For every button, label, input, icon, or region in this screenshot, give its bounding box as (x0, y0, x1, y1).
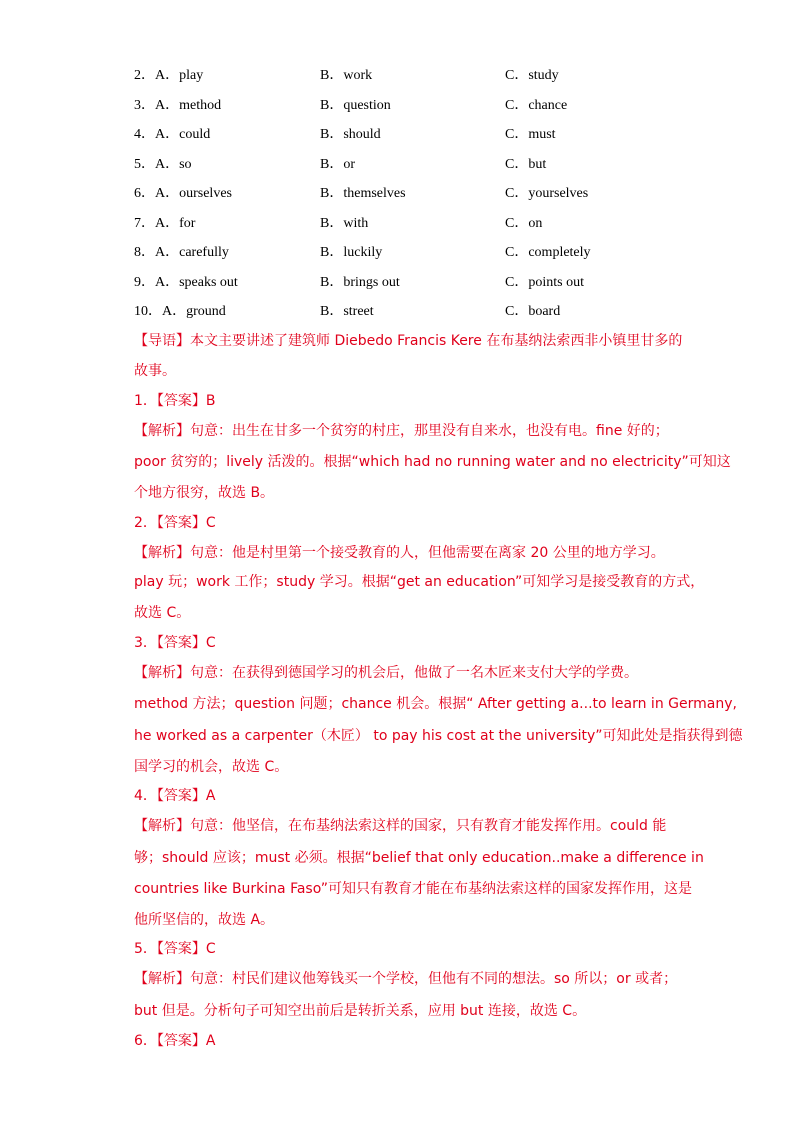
option-c: C．yourselves (505, 186, 589, 201)
option-b: B．or (320, 157, 355, 172)
option-b: B．work (320, 68, 373, 83)
option-b: B．should (320, 127, 381, 142)
option-c: C．but (505, 157, 547, 172)
option-b: B．luckily (320, 245, 383, 260)
option-b: B．street (320, 304, 374, 319)
option-b: B．brings out (320, 275, 400, 290)
option-c: C．study (505, 68, 559, 83)
option-a: 7．A．for (134, 216, 196, 231)
option-c: C．board (505, 304, 561, 319)
option-a: 4．A．could (134, 127, 211, 142)
analysis-line: 【解析】句意：出生在甘多一个贫穷的村庄，那里没有自来水，也没有电。fine 好的； (134, 423, 669, 439)
option-a: 10．A．ground (134, 304, 226, 319)
analysis-line: 他所坚信的，故选 A。 (134, 912, 275, 928)
analysis-line: poor 贫穷的；lively 活泼的。根据“which had no running water and no electricity”可知这 (134, 454, 731, 470)
answer-label: 5．【答案】C (134, 941, 216, 957)
option-a: 6．A．ourselves (134, 186, 232, 201)
analysis-line: 【解析】句意：他是村里第一个接受教育的人，但他需要在离家 20 公里的地方学习。 (134, 545, 665, 561)
intro-line: 【导语】本文主要讲述了建筑师 Diebedo Francis Kere 在布基纳法索西非小镇里甘多的 (134, 333, 683, 349)
analysis-line: 国学习的机会，故选 C。 (134, 759, 289, 775)
option-c: C．must (505, 127, 556, 142)
option-a: 5．A．so (134, 157, 192, 172)
analysis-line: countries like Burkina Faso”可知只有教育才能在布基纳法索这样的国家发挥作用，这是 (134, 881, 693, 897)
option-b: B．themselves (320, 186, 406, 201)
option-b: B．with (320, 216, 369, 231)
option-a: 3．A．method (134, 98, 222, 113)
option-a: 2．A．play (134, 68, 204, 83)
analysis-line: 【解析】句意：在获得到德国学习的机会后，他做了一名木匠来支付大学的学费。 (134, 665, 638, 681)
answer-label: 1．【答案】B (134, 393, 216, 409)
analysis-line: 够；should 应该；must 必须。根据“belief that only education..make a difference in (134, 850, 704, 866)
analysis-line: 个地方很穷，故选 B。 (134, 485, 275, 501)
option-a: 9．A．speaks out (134, 275, 238, 290)
answer-label: 4．【答案】A (134, 788, 216, 804)
option-c: C．on (505, 216, 543, 231)
answer-label: 2．【答案】C (134, 515, 216, 531)
option-c: C．completely (505, 245, 591, 260)
option-b: B．question (320, 98, 391, 113)
analysis-line: 故选 C。 (134, 605, 191, 621)
analysis-line: 【解析】句意：村民们建议他筹钱买一个学校，但他有不同的想法。so 所以；or 或者； (134, 971, 678, 987)
option-c: C．points out (505, 275, 584, 290)
analysis-line: 【解析】句意：他坚信，在布基纳法索这样的国家，只有教育才能发挥作用。could 能 (134, 818, 667, 834)
option-a: 8．A．carefully (134, 245, 229, 260)
option-c: C．chance (505, 98, 568, 113)
answer-label: 6．【答案】A (134, 1033, 216, 1049)
analysis-line: he worked as a carpenter（木匠） to pay his cost at the university”可知此处是指获得到德 (134, 728, 743, 744)
analysis-line: play 玩；work 工作；study 学习。根据“get an education”可知学习是接受教育的方式， (134, 574, 705, 590)
analysis-line: method 方法；question 问题；chance 机会。根据“ After getting a...to learn in Germany, (134, 696, 737, 712)
analysis-line: but 但是。分析句子可知空出前后是转折关系，应用 but 连接，故选 C。 (134, 1003, 587, 1019)
intro-line: 故事。 (134, 363, 176, 379)
answer-label: 3．【答案】C (134, 635, 216, 651)
